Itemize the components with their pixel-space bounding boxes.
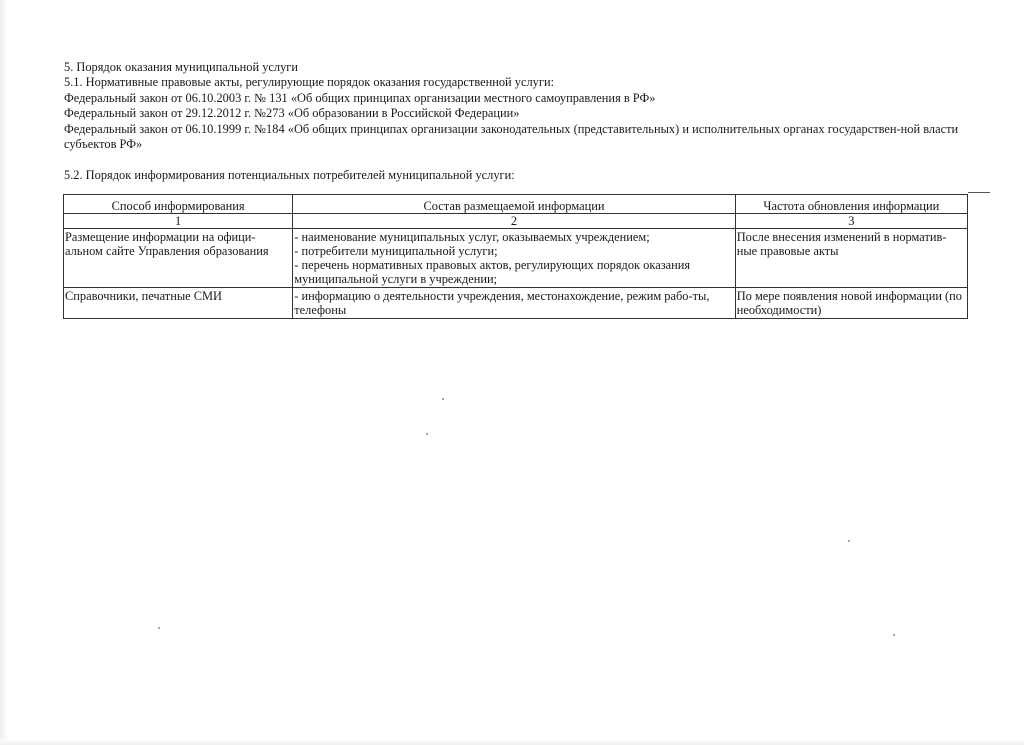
- law-item: Федеральный закон от 06.10.2003 г. № 131 «Об общих принципах организации местного самоуправления в РФ»: [64, 90, 656, 105]
- law-item: Федеральный закон от 06.10.1999 г. №184 «Об общих принципах организации законодательных (представительных) и исполнительных органах государствен-ной власти субъектов РФ»: [64, 121, 959, 152]
- table-row: [64, 229, 968, 288]
- content-line: - перечень нормативных правовых актов, регулирующих порядок оказания муниципальной услуги в учреждении;: [294, 258, 691, 286]
- table-header-row: [64, 195, 968, 214]
- cell-frequency: После внесения изменений в норматив-ные правовые акты: [735, 229, 967, 288]
- header-method: Способ информирования: [64, 195, 293, 214]
- scan-speck: [848, 540, 850, 542]
- section-heading: 5. Порядок оказания муниципальной услуги: [64, 60, 299, 74]
- section-52-heading: 5.2. Порядок информирования потенциальных потребителей муниципальной услуги:: [64, 168, 515, 183]
- table-row: [64, 288, 968, 319]
- column-number: 3: [735, 214, 967, 229]
- spacer: [64, 152, 974, 168]
- cell-frequency: По мере появления новой информации (по необходимости): [735, 288, 967, 319]
- column-number: 1: [64, 214, 293, 229]
- scan-edge-left: [0, 0, 8, 745]
- scan-speck: [893, 634, 895, 636]
- info-table-wrapper: [63, 194, 968, 319]
- header-content: Состав размещаемой информации: [293, 195, 735, 214]
- content-line: - информацию о деятельности учреждения, местонахождение, режим рабо-ты, телефоны: [294, 289, 710, 317]
- info-table: [63, 194, 968, 319]
- law-item: Федеральный закон от 29.12.2012 г. №273 «Об образовании в Российской Федерации»: [64, 106, 520, 121]
- scan-speck: [442, 398, 444, 400]
- content-line: - потребители муниципальной услуги;: [294, 244, 498, 258]
- content-line: - наименование муниципальных услуг, оказываемых учреждением;: [294, 230, 650, 244]
- table-top-rule-extension: [968, 192, 990, 193]
- column-number: 2: [293, 214, 735, 229]
- table-number-row: [64, 214, 968, 229]
- scan-speck: [158, 627, 160, 629]
- scan-speck: [426, 433, 428, 435]
- section-subheading: 5.1. Нормативные правовые акты, регулирующие порядок оказания государственной услуги:: [64, 75, 555, 90]
- scan-edge-bottom: [0, 739, 1024, 745]
- document-body: [64, 60, 974, 184]
- cell-content: [293, 288, 735, 319]
- cell-content: [293, 229, 735, 288]
- cell-method: Размещение информации на офици-альном сайте Управления образования: [64, 229, 293, 288]
- header-frequency: Частота обновления информации: [735, 195, 967, 214]
- cell-method: Справочники, печатные СМИ: [64, 288, 293, 319]
